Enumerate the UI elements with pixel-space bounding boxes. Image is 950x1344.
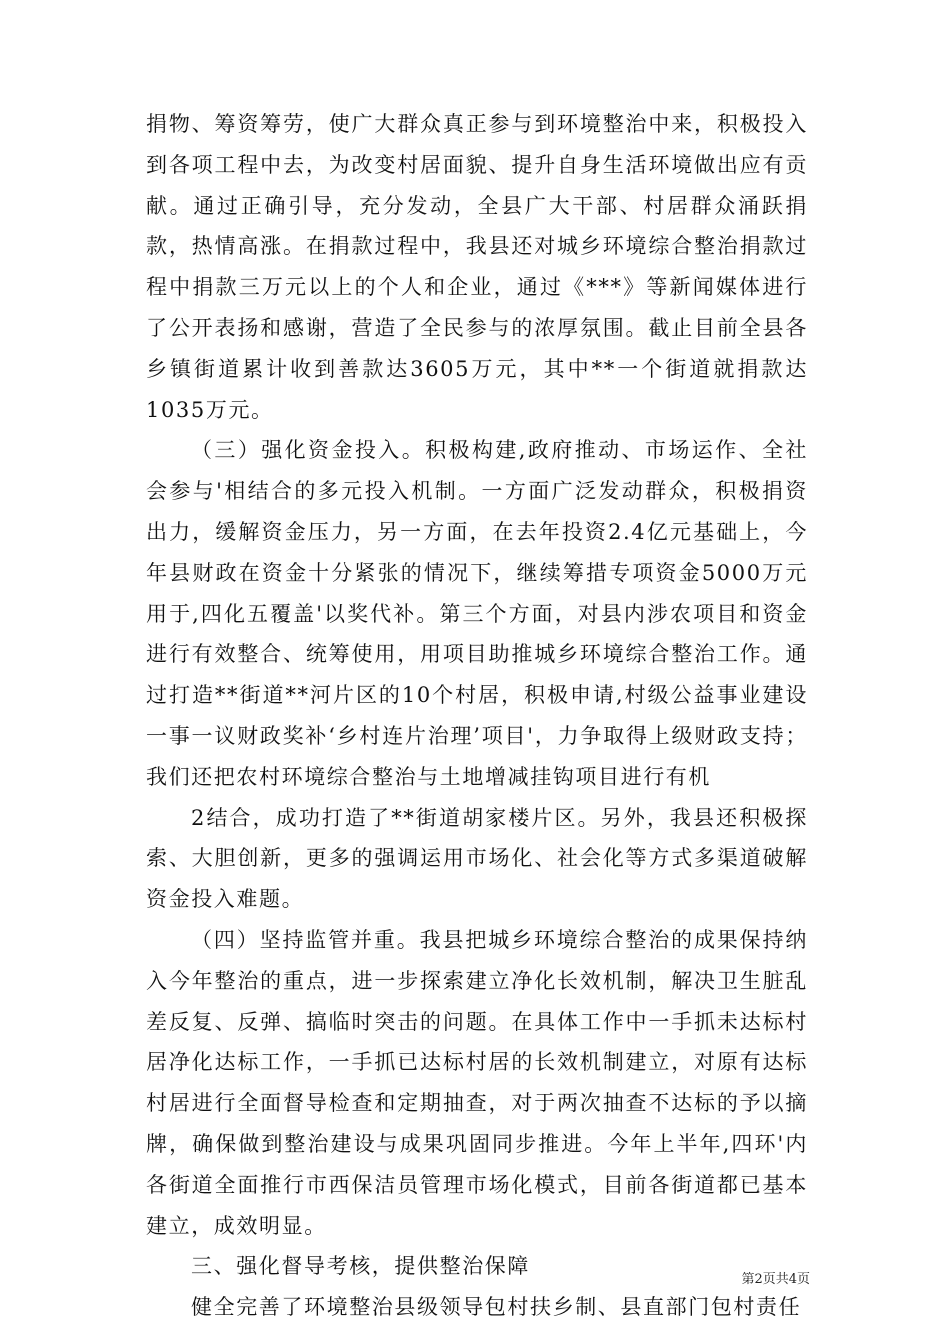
paragraph-funding-investment: （三）强化资金投入。积极构建,政府推动、市场运作、全社会参与'相结合的多元投入机制。一方面广泛发动群众，积极捐资出力，缓解资金压力，另一方面，在去年投资2.4亿元基础上，今年县财政在资金十分紧张的情况下，继续筹措专项资金5000万元用于,四化五覆盖'以奖代补。第三个方面，对县内涉农项目和资金进行有效整合、统筹使用，用项目助推城乡环境综合整治工作。通过打造**街道**河片区的10个村居，积极申请,村级公益事业建设一事一议财政奖补‘乡村连片治理’项目'，力争取得上级财政支持；我们还把农村环境综合整治与土地增减挂钩项目进行有机 [146,438,808,789]
paragraph-funding-continued: 2结合，成功打造了**街道胡家楼片区。另外，我县还积极探索、大胆创新，更多的强调运用市场化、社会化等方式多渠道破解资金投入难题。 [146,805,808,912]
paragraph-supervision: （四）坚持监管并重。我县把城乡环境综合整治的成果保持纳入今年整治的重点，进一步探索建立净化长效机制，解决卫生脏乱差反复、反弹、搞临时突击的问题。在具体工作中一手抓未达标村居净化达标工作，一手抓已达标村居的长效机制建立，对原有达标村居进行全面督导检查和定期抽查，对于两次抽查不达标的予以摘牌，确保做到整治建设与成果巩固同步推进。今年上半年,四环'内各街道全面推行市西保洁员管理市场化模式，目前各街道都已基本建立，成效明显。 [146,927,808,1238]
document-body [146,104,808,1328]
paragraph-donations: 捐物、筹资筹劳，使广大群众真正参与到环境整治中来，积极投入到各项工程中去，为改变村居面貌、提升自身生活环境做出应有贡献。通过正确引导，充分发动，全县广大干部、村居群众涌跃捐款，热情高涨。在捐款过程中，我县还对城乡环境综合整治捐款过程中捐款三万元以上的个人和企业，通过《***》等新闻媒体进行了公开表扬和感谢，营造了全民参与的浓厚氛围。截止目前全县各乡镇街道累计收到善款达3605万元，其中**一个街道就捐款达1035万元。 [146,112,808,422]
page-number-footer: 第2页共4页 [741,1272,810,1287]
paragraph-responsibility: 健全完善了环境整治县级领导包村扶乡制、县直部门包村责任 [191,1295,802,1320]
section-heading-oversight: 三、强化督导考核，提供整治保障 [191,1254,530,1279]
